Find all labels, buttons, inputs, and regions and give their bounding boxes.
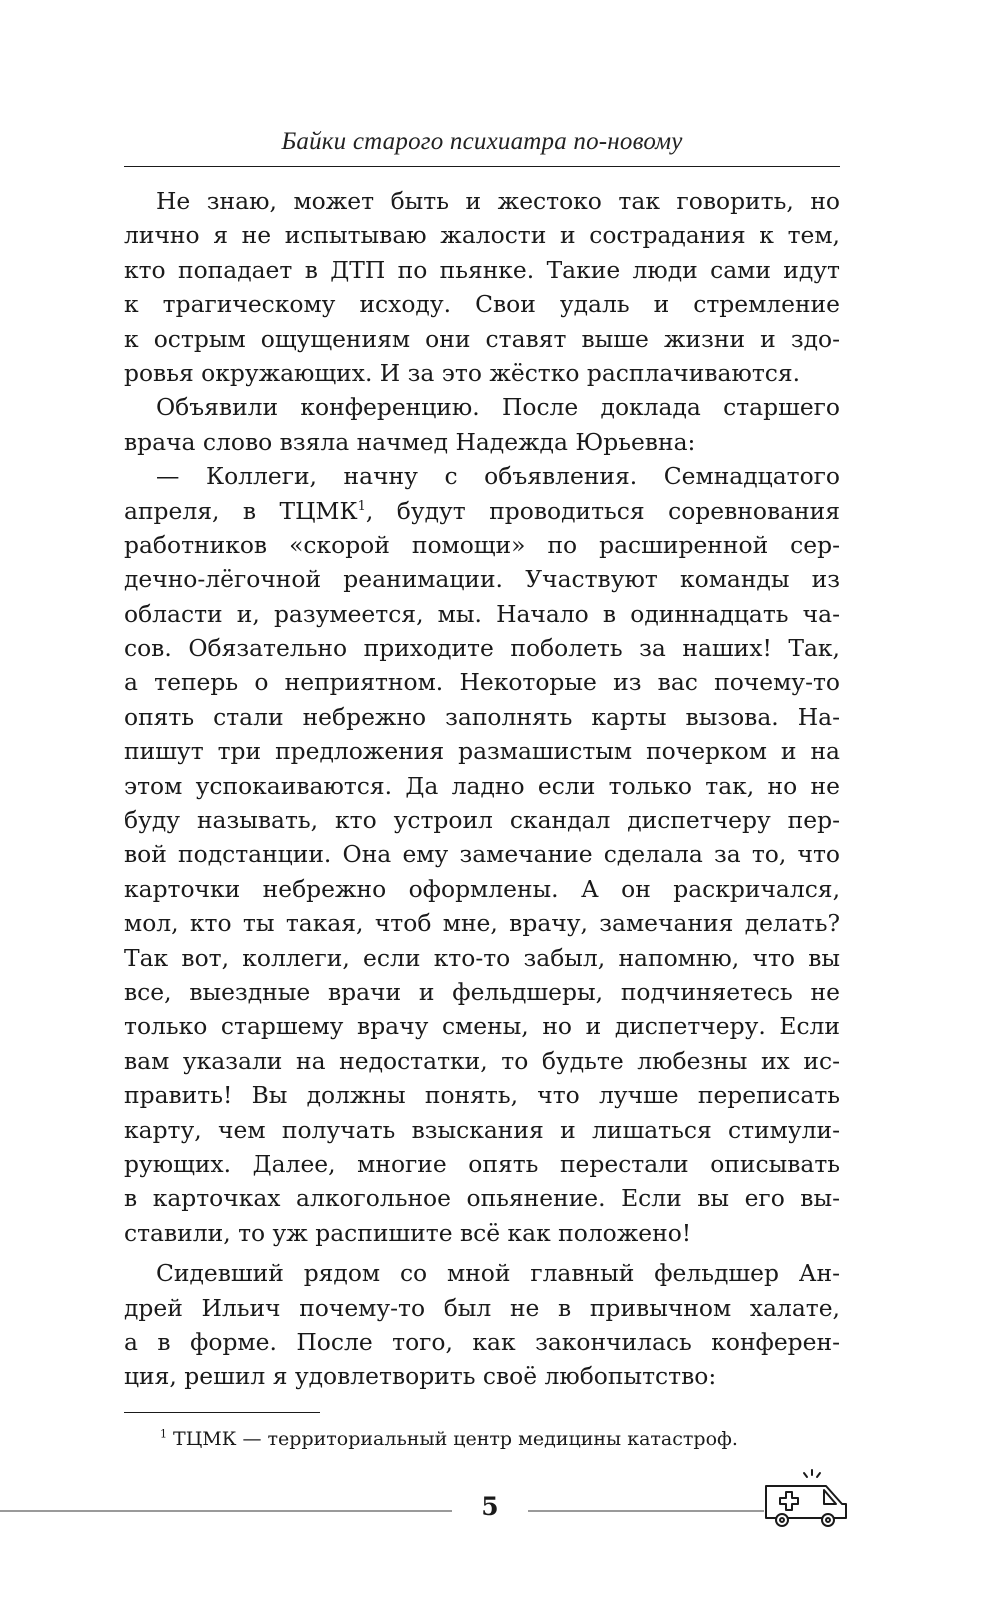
- text-line: вой подстанции. Она ему замечание сделала за то, что: [124, 840, 840, 869]
- main-text: [124, 184, 840, 1394]
- text-line: пишут три предложения размашистым почерком и на: [124, 737, 840, 766]
- text-line: карту, чем получать взыскания и лишаться стимули-: [124, 1115, 840, 1144]
- text-fragment: , будут проводиться соревнования: [365, 496, 841, 525]
- text-line: буду называть, кто устроил скандал диспетчеру пер-: [124, 806, 840, 835]
- text-line: Сидевший рядом со мной главный фельдшер Ан-: [156, 1259, 840, 1288]
- header-rule: [124, 166, 840, 167]
- footer-rule-right: [528, 1510, 764, 1512]
- text-line: к трагическому исходу. Свои удаль и стремление: [124, 290, 840, 319]
- text-line: [124, 494, 840, 528]
- page-number: 5: [481, 1492, 499, 1521]
- footnote-text: ТЦМК — территориальный центр медицины катастроф.: [173, 1428, 738, 1450]
- running-header: Байки старого психиатра по-новому: [281, 128, 683, 155]
- text-line: лично я не испытываю жалости и сострадания к тем,: [124, 221, 840, 250]
- text-line: Так вот, коллеги, если кто-то забыл, напомню, что вы: [124, 943, 840, 972]
- text-line: опять стали небрежно заполнять карты вызова. На-: [124, 702, 840, 731]
- text-line: этом успокаиваются. Да ладно если только так, но не: [124, 771, 840, 800]
- text-line: Не знаю, может быть и жестоко так говорить, но: [156, 187, 840, 215]
- text-line: к острым ощущениям они ставят выше жизни и здо-: [124, 324, 840, 353]
- text-line: а в форме. После того, как закончилась конферен-: [124, 1327, 840, 1356]
- footnote-rule: [124, 1412, 320, 1413]
- text-line: кто попадает в ДТП по пьянке. Такие люди сами идут: [124, 255, 840, 284]
- text-line: сов. Обязательно приходите поболеть за наших! Так,: [124, 634, 840, 663]
- text-line: только старшему врачу смены, но и диспетчеру. Если: [124, 1012, 840, 1041]
- text-line: карточки небрежно оформлены. А он раскричался,: [124, 874, 840, 903]
- text-line: вам указали на недостатки, то будьте любезны их ис-: [124, 1046, 840, 1075]
- text-line: в карточках алкогольное опьянение. Если вы его вы-: [124, 1184, 840, 1213]
- text-line: работников «скорой помощи» по расширенной сер-: [124, 530, 840, 559]
- text-line: дрей Ильич почему-то был не в привычном халате,: [124, 1293, 840, 1322]
- text-fragment: апреля, в ТЦМК: [124, 496, 358, 525]
- footnote: [124, 1426, 840, 1452]
- text-line: ция, решил я удовлетворить своё любопытство:: [124, 1362, 717, 1391]
- text-line: все, выездные врачи и фельдшеры, подчиняетесь не: [124, 977, 840, 1006]
- footer-rule-left: [0, 1510, 452, 1512]
- text-line: править! Вы должны понять, что лучше переписать: [124, 1081, 840, 1110]
- text-line: а теперь о неприятном. Некоторые из вас почему-то: [124, 668, 840, 697]
- text-line: Объявили конференцию. После доклада старшего: [156, 393, 840, 422]
- ambulance-icon: [762, 1466, 850, 1534]
- text-line: рующих. Далее, многие опять перестали описывать: [124, 1149, 840, 1178]
- text-line: мол, кто ты такая, чтоб мне, врачу, замечания делать?: [124, 909, 840, 938]
- text-line: ставили, то уж распишите всё как положено!: [124, 1218, 692, 1247]
- text-line: — Коллеги, начну с объявления. Семнадцатого: [156, 462, 840, 491]
- text-line: ровья окружающих. И за это жёстко расплачиваются.: [124, 358, 801, 387]
- text-line: дечно-лёгочной реанимации. Участвуют команды из: [124, 565, 840, 594]
- footnote-reference[interactable]: 1: [357, 498, 366, 514]
- footnote-mark: 1: [160, 1427, 167, 1441]
- text-line: области и, разумеется, мы. Начало в одиннадцать ча-: [124, 599, 840, 628]
- text-line: врача слово взяла начмед Надежда Юрьевна:: [124, 427, 696, 456]
